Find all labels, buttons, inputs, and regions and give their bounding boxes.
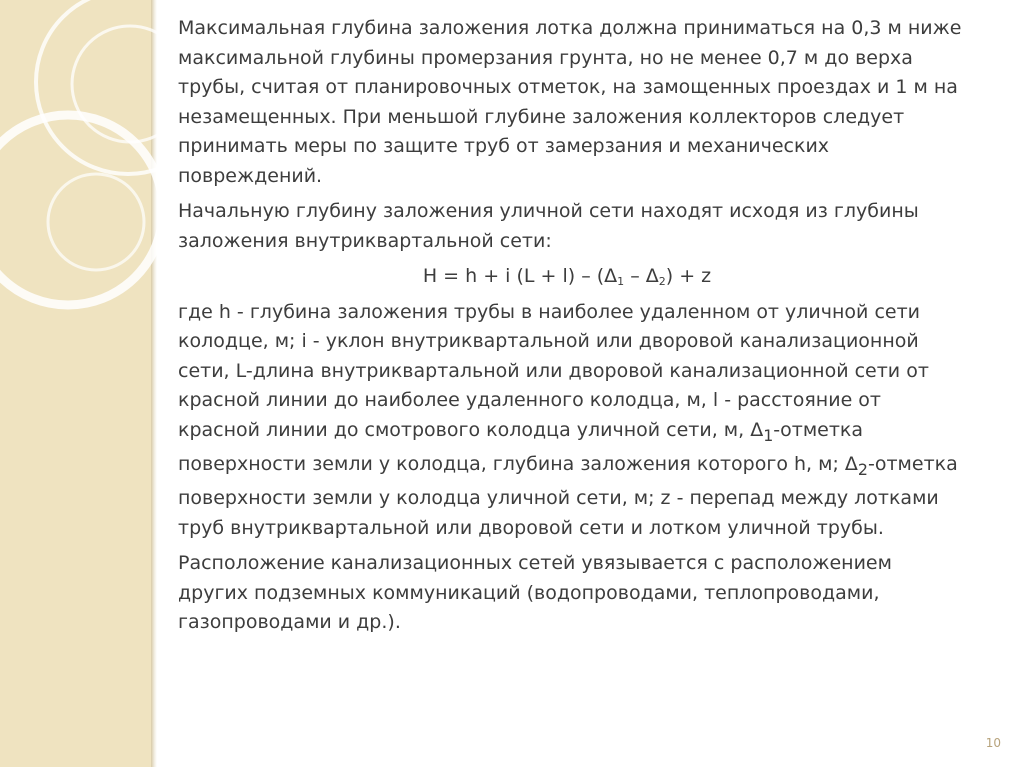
definitions-part-3: -отметка поверхности земли у колодца уличной сети, м; z - перепад между лотками труб внутриквартальной или дворовой сети и лотком уличной трубы. [178,452,958,539]
formula-subscript-1: 1 [617,275,625,288]
paragraph-definitions [178,298,986,544]
ring-middle [72,26,188,142]
definitions-subscript-2: 2 [857,459,868,479]
formula-part-2: – Δ [624,265,659,287]
paragraph-placement: Расположение канализационных сетей увязывается с расположением других подземных коммуникаций (водопроводами, теплопроводами, газопроводами и др.). [178,552,892,634]
formula-part-3: ) + z [665,265,712,287]
paragraph-max-depth: Максимальная глубина заложения лотка должна приниматься на 0,3 м ниже максимальной глубины промерзания грунта, но не менее 0,7 м до верха трубы, считая от планировочных отметок, на замощенных проездах и 1 м на незамещенных. При меньшой глубине заложения коллекторов следует принимать меры по защите труб от замерзания и механических повреждений. [178,17,962,187]
ring-large [0,115,163,305]
ring-small [48,174,144,270]
depth-formula [178,262,986,292]
formula-part-1: H = h + i (L + l) – (Δ [422,265,618,287]
slide-content [178,14,986,644]
paragraph-initial-depth: Начальную глубину заложения уличной сети находят исходя из глубины заложения внутриквартальной сети: [178,200,919,252]
decorative-rings [0,0,200,330]
page-number: 10 [985,736,1001,750]
definitions-part-2: -отметка поверхности земли у колодца, глубина заложения которого h, м; Δ [178,418,864,475]
definitions-subscript-1: 1 [763,425,774,445]
formula-subscript-2: 2 [658,275,666,288]
definitions-part-1: где h - глубина заложения трубы в наиболее удаленном от уличной сети колодце, м; i - уклон внутриквартальной или дворовой канализационной сети, L-длина внутриквартальной или дворовой канализационной сети от красной линии до наиболее удаленного колодца, м, l - расстояние от красной линии до смотрового колодца уличной сети, м, Δ [178,300,929,441]
